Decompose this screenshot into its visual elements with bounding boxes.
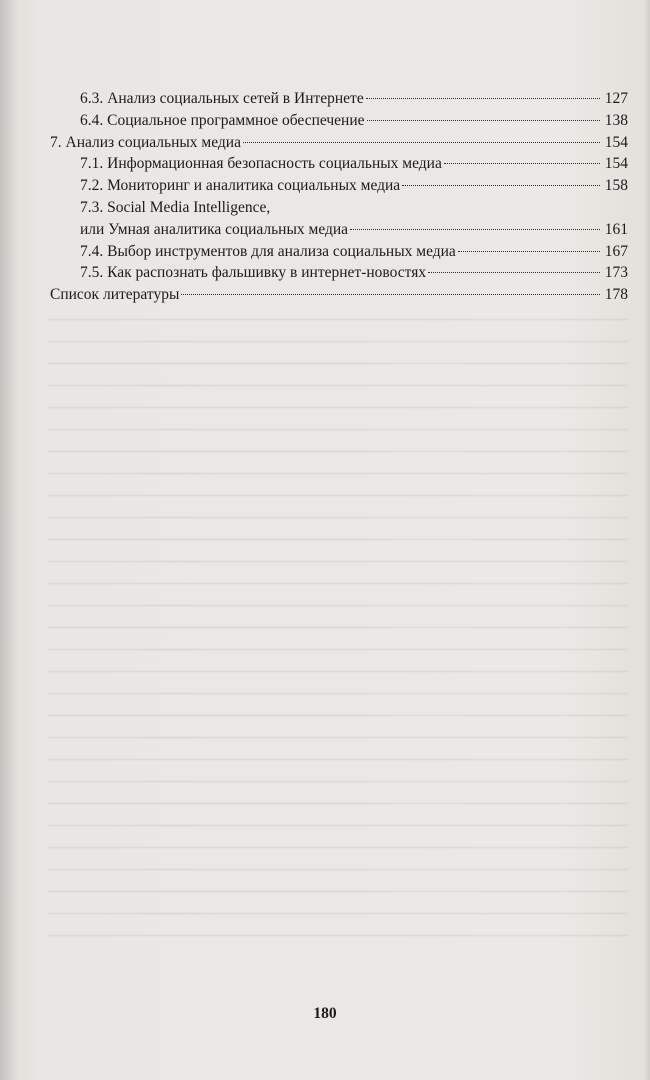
toc-entry: [50, 88, 628, 110]
dot-leader: [350, 229, 600, 230]
toc-entry-page: 173: [604, 264, 628, 282]
toc-entry-title: 7.3. Social Media Intelligence,: [80, 198, 271, 216]
toc-entry: [50, 241, 628, 263]
toc-entry: [50, 132, 628, 154]
show-through-text: [48, 305, 628, 955]
toc-entry: [50, 219, 628, 241]
toc-entry-page: 154: [604, 133, 628, 151]
dot-leader: [181, 294, 600, 295]
toc-entry-page: 127: [604, 90, 628, 107]
toc-entry-title: 6.3. Анализ социальных сетей в Интернете: [80, 90, 364, 107]
dot-leader: [367, 120, 600, 121]
dot-leader: [444, 163, 600, 164]
dot-leader: [458, 251, 600, 252]
toc-entry: [50, 175, 628, 197]
toc-entry-title: 7. Анализ социальных медиа: [50, 133, 241, 151]
toc-entry-page: 158: [604, 177, 628, 195]
binding-shadow: [0, 0, 18, 1080]
toc-entry: [50, 262, 628, 284]
toc-entry: [50, 197, 628, 219]
dot-leader: [428, 272, 600, 273]
dot-leader: [366, 98, 600, 99]
toc-entry-page: 138: [604, 111, 628, 129]
table-of-contents: [50, 88, 628, 306]
page-number: 180: [313, 1005, 337, 1022]
toc-entry: [50, 110, 628, 132]
toc-entry: [50, 284, 628, 306]
toc-entry: [50, 153, 628, 175]
toc-entry-title: 7.2. Мониторинг и аналитика социальных медиа: [80, 177, 401, 195]
toc-entry-page: 154: [604, 155, 628, 173]
dot-leader: [243, 142, 600, 143]
dot-leader: [402, 185, 600, 186]
toc-entry-page: 178: [604, 286, 628, 304]
toc-entry-title: 7.5. Как распознать фальшивку в интернет-новостях: [80, 264, 427, 282]
toc-entry-title: 7.4. Выбор инструментов для анализа социальных медиа: [80, 242, 456, 260]
toc-entry-title: 6.4. Социальное программное обеспечение: [80, 111, 365, 129]
toc-entry-title: Список литературы: [50, 286, 180, 304]
toc-entry-page: 167: [604, 242, 628, 260]
toc-entry-title: или Умная аналитика социальных медиа: [80, 220, 349, 238]
page-edge-shadow: [644, 0, 650, 1080]
toc-entry-title: 7.1. Информационная безопасность социальных медиа: [80, 155, 442, 173]
toc-entry-page: 161: [604, 220, 628, 238]
